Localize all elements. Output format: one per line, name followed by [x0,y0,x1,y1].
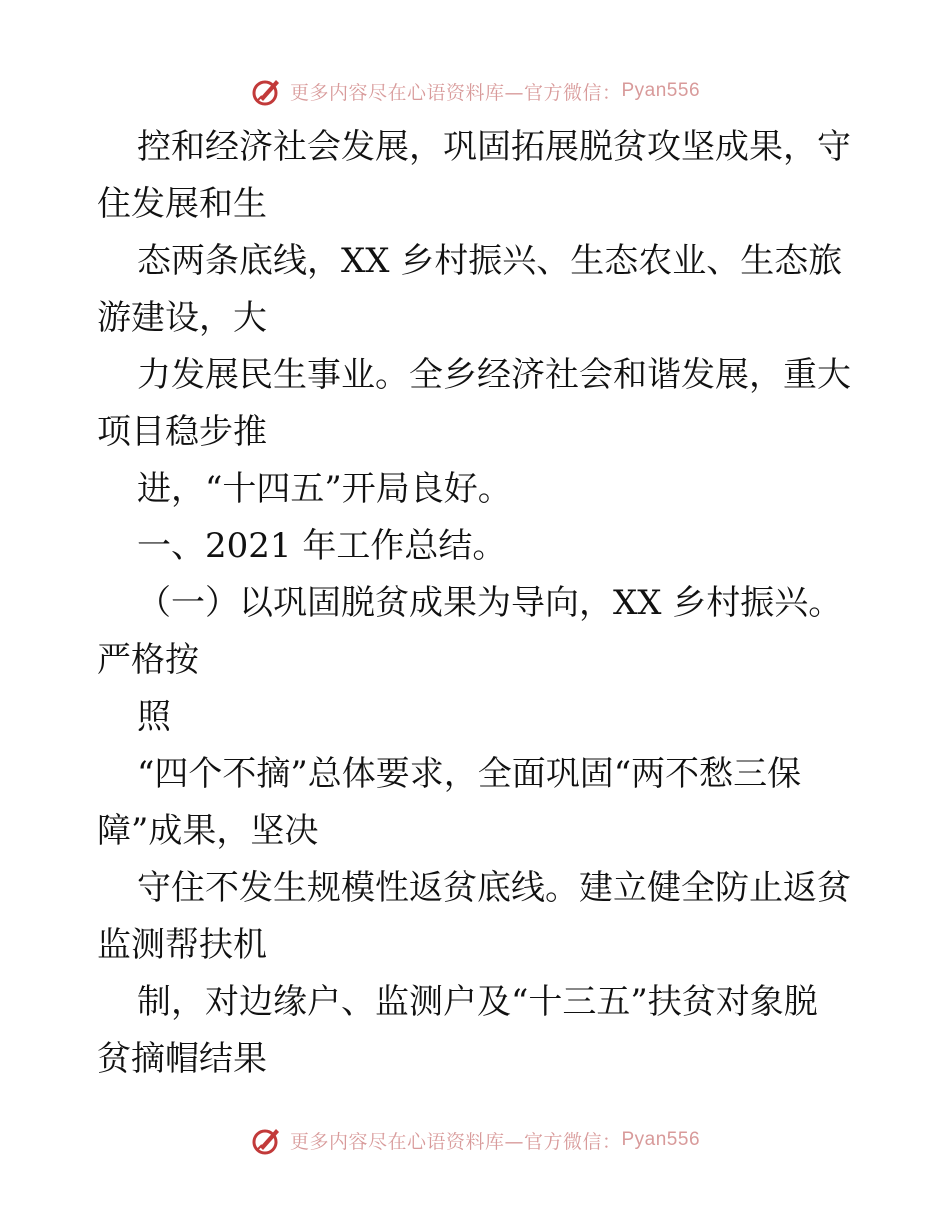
text-line: 控和经济社会发展，巩固拓展脱贫攻坚成果，守 [137,127,851,167]
text-line: 贫摘帽结果 [97,1039,267,1079]
text-line: 态两条底线，XX 乡村振兴、生态农业、生态旅 [137,241,843,281]
text-line: 严格按 [97,640,199,680]
header-watermark [0,71,950,111]
watermark-handle: Pyan556 [621,80,701,101]
text-line: 监测帮扶机 [97,925,267,965]
quill-logo-icon [250,74,284,108]
watermark-text: 更多内容尽在心语资料库—官方微信： [289,1130,622,1153]
text-line: 制，对边缘户、监测户及“十三五”扶贫对象脱 [137,982,818,1022]
text-line: 住发展和生 [97,184,267,224]
watermark-text: 更多内容尽在心语资料库—官方微信： [289,81,622,104]
watermark-handle: Pyan556 [621,1129,701,1150]
text-line: 进，“十四五”开局良好。 [137,469,512,509]
text-line: 照 [137,697,171,737]
quill-logo-icon [250,1123,284,1157]
footer-watermark [0,1120,950,1160]
document-body [97,119,857,1088]
text-line: 游建设，大 [97,298,267,338]
text-line: 障”成果，坚决 [97,811,319,851]
text-line: 一、2021 年工作总结。 [137,526,507,566]
text-line: “四个不摘”总体要求，全面巩固“两不愁三保 [137,754,802,794]
text-line: 项目稳步推 [97,412,267,452]
text-line: 力发展民生事业。全乡经济社会和谐发展，重大 [137,355,851,395]
text-line: （一）以巩固脱贫成果为导向，XX 乡村振兴。 [137,583,843,623]
text-line: 守住不发生规模性返贫底线。建立健全防止返贫 [137,868,851,908]
